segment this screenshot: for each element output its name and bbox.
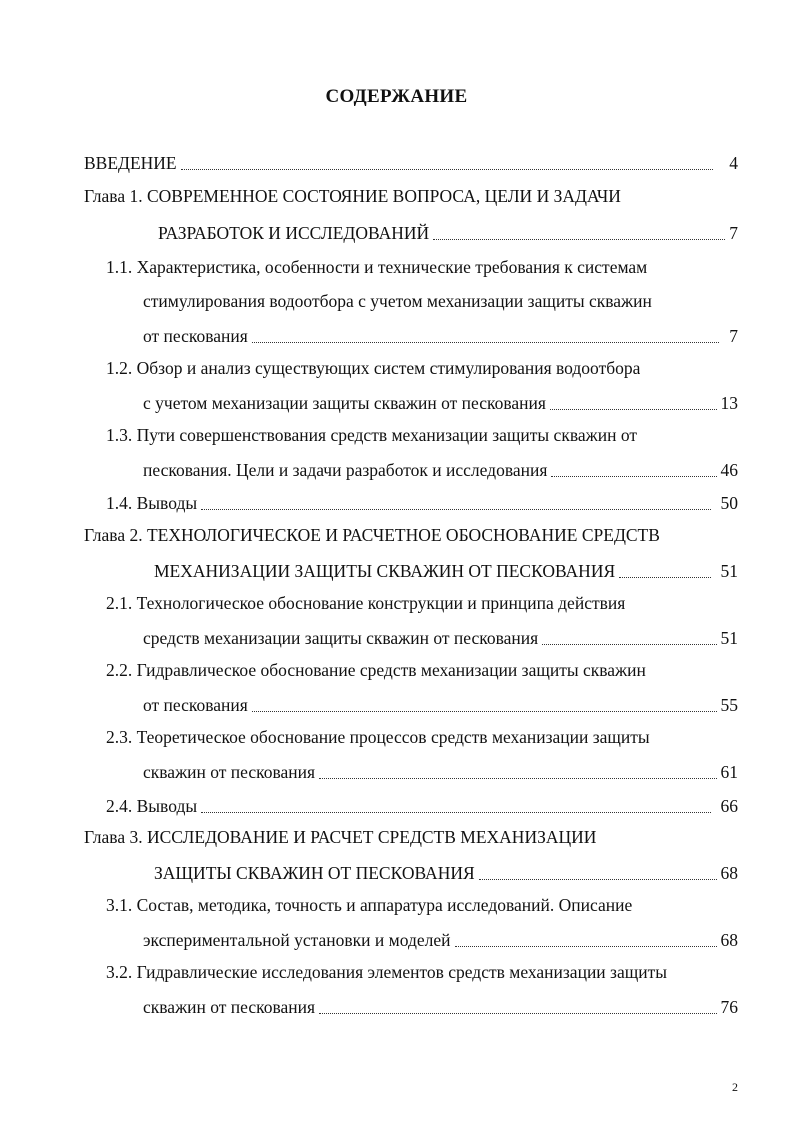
section-number: 2.4. xyxy=(106,796,133,816)
page-number: 2 xyxy=(732,1080,738,1094)
toc-page: 4 xyxy=(729,153,738,173)
toc-section-1-1-line2: стимулирования водоотбора с учетом механизации защиты скважин xyxy=(143,291,652,311)
section-number: 1.1. xyxy=(106,257,133,277)
section-title: Пути совершенствования средств механизации защиты скважин от xyxy=(136,425,637,445)
toc-label: от пескования xyxy=(143,695,248,715)
section-number: 2.1. xyxy=(106,593,133,613)
toc-section-2-4 xyxy=(106,793,738,817)
section-title: Характеристика, особенности и технические требования к системам xyxy=(136,257,648,277)
dot-leader xyxy=(319,773,716,779)
section-title: Выводы xyxy=(136,493,198,513)
toc-page: 50 xyxy=(720,493,738,513)
toc-label: скважин от пескования xyxy=(143,762,316,782)
toc-page: 68 xyxy=(720,930,738,950)
section-number: 3.1. xyxy=(106,895,133,915)
dot-leader xyxy=(455,941,717,947)
section-number: 3.2. xyxy=(106,962,133,982)
dot-leader xyxy=(550,404,717,410)
dot-leader xyxy=(433,234,725,240)
toc-label: ЗАЩИТЫ СКВАЖИН ОТ ПЕСКОВАНИЯ xyxy=(154,863,475,883)
section-number: 1.2. xyxy=(106,358,133,378)
toc-section-2-3-line2 xyxy=(143,759,738,783)
toc-section-1-1-line3 xyxy=(143,323,738,347)
toc-label: скважин от пескования xyxy=(143,997,316,1017)
toc-label: пескования. Цели и задачи разработок и исследования xyxy=(143,460,548,480)
toc-section-1-2-line2 xyxy=(143,390,738,414)
toc-label: РАЗРАБОТОК И ИССЛЕДОВАНИЙ xyxy=(158,223,430,243)
dot-leader xyxy=(551,471,716,477)
section-number: 1.3. xyxy=(106,425,133,445)
dot-leader xyxy=(619,572,710,578)
dot-leader xyxy=(252,706,717,712)
toc-section-3-1-line1 xyxy=(106,894,632,918)
toc-chapter-1-line2 xyxy=(158,220,738,244)
toc-page: 66 xyxy=(720,796,738,816)
toc-page: 55 xyxy=(720,695,738,715)
toc-page: 76 xyxy=(720,997,738,1017)
toc-label: МЕХАНИЗАЦИИ ЗАЩИТЫ СКВАЖИН ОТ ПЕСКОВАНИЯ xyxy=(154,561,616,581)
section-title: Обзор и анализ существующих систем стимулирования водоотбора xyxy=(136,358,641,378)
toc-chapter-2-line1: Глава 2. ТЕХНОЛОГИЧЕСКОЕ И РАСЧЕТНОЕ ОБОСНОВАНИЕ СРЕДСТВ xyxy=(84,525,660,545)
toc-page: 51 xyxy=(720,628,738,648)
toc-page: 61 xyxy=(720,762,738,782)
dot-leader xyxy=(252,337,719,343)
dot-leader xyxy=(479,874,717,880)
dot-leader xyxy=(319,1008,716,1014)
dot-leader xyxy=(542,639,716,645)
toc-page: 13 xyxy=(720,393,738,413)
section-title: Выводы xyxy=(136,796,198,816)
toc-section-3-1-line2 xyxy=(143,927,738,951)
toc-page: 68 xyxy=(720,863,738,883)
toc-page: 46 xyxy=(720,460,738,480)
toc-chapter-3-line1: Глава 3. ИССЛЕДОВАНИЕ И РАСЧЕТ СРЕДСТВ МЕХАНИЗАЦИИ xyxy=(84,827,597,847)
toc-label: от пескования xyxy=(143,326,248,346)
toc-section-1-3-line1 xyxy=(106,424,637,448)
section-number: 2.2. xyxy=(106,660,133,680)
toc-section-1-3-line2 xyxy=(143,457,738,481)
toc-chapter-3-line2 xyxy=(154,860,738,884)
section-title: Технологическое обоснование конструкции и принципа действия xyxy=(136,593,626,613)
toc-section-2-2-line1 xyxy=(106,659,646,683)
toc-section-1-4 xyxy=(106,490,738,514)
toc-chapter-1-line1: Глава 1. СОВРЕМЕННОЕ СОСТОЯНИЕ ВОПРОСА, ЦЕЛИ И ЗАДАЧИ xyxy=(84,186,621,206)
toc-label: средств механизации защиты скважин от пескования xyxy=(143,628,539,648)
toc-entry-introduction xyxy=(84,150,738,174)
toc-section-1-1-line1 xyxy=(106,256,647,280)
toc-section-3-2-line2 xyxy=(143,994,738,1018)
section-number: 2.3. xyxy=(106,727,133,747)
section-number: 1.4. xyxy=(106,493,133,513)
toc-page: 7 xyxy=(729,326,738,346)
toc-section-2-2-line2 xyxy=(143,692,738,716)
section-title: Состав, методика, точность и аппаратура исследований. Описание xyxy=(136,895,633,915)
section-title: Гидравлическое обоснование средств механизации защиты скважин xyxy=(136,660,646,680)
section-title: Теоретическое обоснование процессов средств механизации защиты xyxy=(136,727,650,747)
page-title: СОДЕРЖАНИЕ xyxy=(325,86,468,107)
toc-chapter-2-line2 xyxy=(154,558,738,582)
toc-page: 51 xyxy=(720,561,738,581)
toc-section-2-1-line2 xyxy=(143,625,738,649)
toc-section-1-2-line1 xyxy=(106,357,640,381)
toc-page: 7 xyxy=(729,223,738,243)
section-title: Гидравлические исследования элементов средств механизации защиты xyxy=(136,962,667,982)
dot-leader xyxy=(201,807,710,813)
toc-section-3-2-line1 xyxy=(106,961,746,985)
dot-leader xyxy=(201,504,710,510)
toc-section-2-3-line1 xyxy=(106,726,650,750)
toc-section-2-1-line1 xyxy=(106,592,625,616)
toc-label: с учетом механизации защиты скважин от пескования xyxy=(143,393,546,413)
toc-label: экспериментальной установки и моделей xyxy=(143,930,451,950)
dot-leader xyxy=(181,164,714,170)
toc-label: ВВЕДЕНИЕ xyxy=(84,153,177,173)
